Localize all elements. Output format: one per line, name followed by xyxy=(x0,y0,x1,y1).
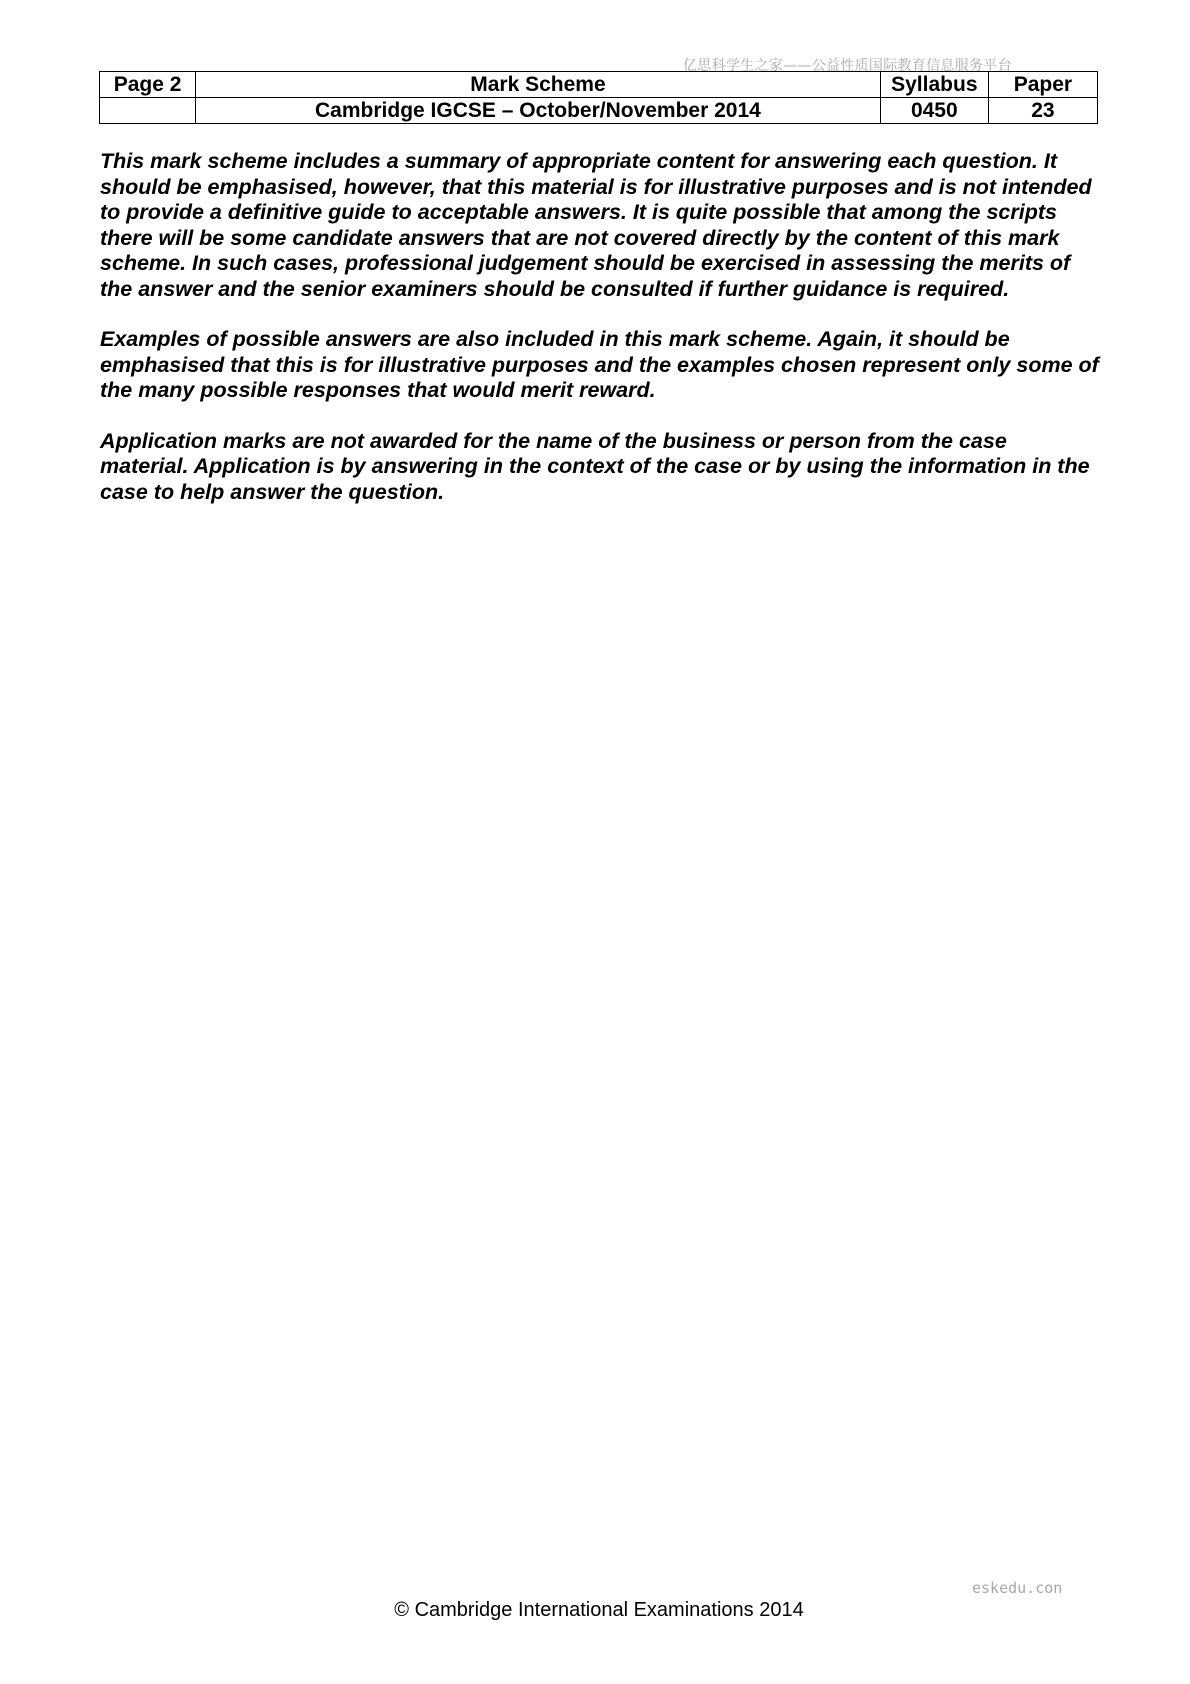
header-table xyxy=(99,71,1098,124)
empty-cell xyxy=(100,98,196,124)
header-row-2 xyxy=(100,98,1098,124)
paper-number: 23 xyxy=(988,98,1097,124)
document-title: Mark Scheme xyxy=(196,72,881,98)
paper-label: Paper xyxy=(988,72,1097,98)
paragraph-examples: Examples of possible answers are also included in this mark scheme. Again, it should be emphasised that this is for illustrative purposes and the examples chosen represent only some of the many possible responses that would merit reward. xyxy=(100,327,1099,402)
paragraph-application: Application marks are not awarded for the name of the business or person from the case material. Application is by answering in the context of the case or by using the information in the case to help answer the question. xyxy=(100,428,1090,504)
exam-session: Cambridge IGCSE – October/November 2014 xyxy=(196,98,881,124)
syllabus-label: Syllabus xyxy=(880,72,988,98)
guidance-text xyxy=(100,149,1100,530)
watermark-top: 亿思科学生之家——公益性质国际教育信息服务平台 xyxy=(683,58,1012,74)
watermark-bottom: eskedu.con xyxy=(972,1579,1063,1597)
syllabus-code: 0450 xyxy=(880,98,988,124)
paragraph-summary: This mark scheme includes a summary of appropriate content for answering each question. It should be emphasised, however, that this material is for illustrative purposes and is not intended to provide a definitive guide to acceptable answers. It is quite possible that among the scripts there will be some candidate answers that are not covered directly by the content of this mark scheme. In such cases, professional judgement should be exercised in assessing the merits of the answer and the senior examiners should be consulted if further guidance is required. xyxy=(100,149,1092,301)
copyright-footer: © Cambridge International Examinations 2014 xyxy=(394,1599,804,1621)
page-number: Page 2 xyxy=(100,72,196,98)
header-row-1 xyxy=(100,72,1098,98)
